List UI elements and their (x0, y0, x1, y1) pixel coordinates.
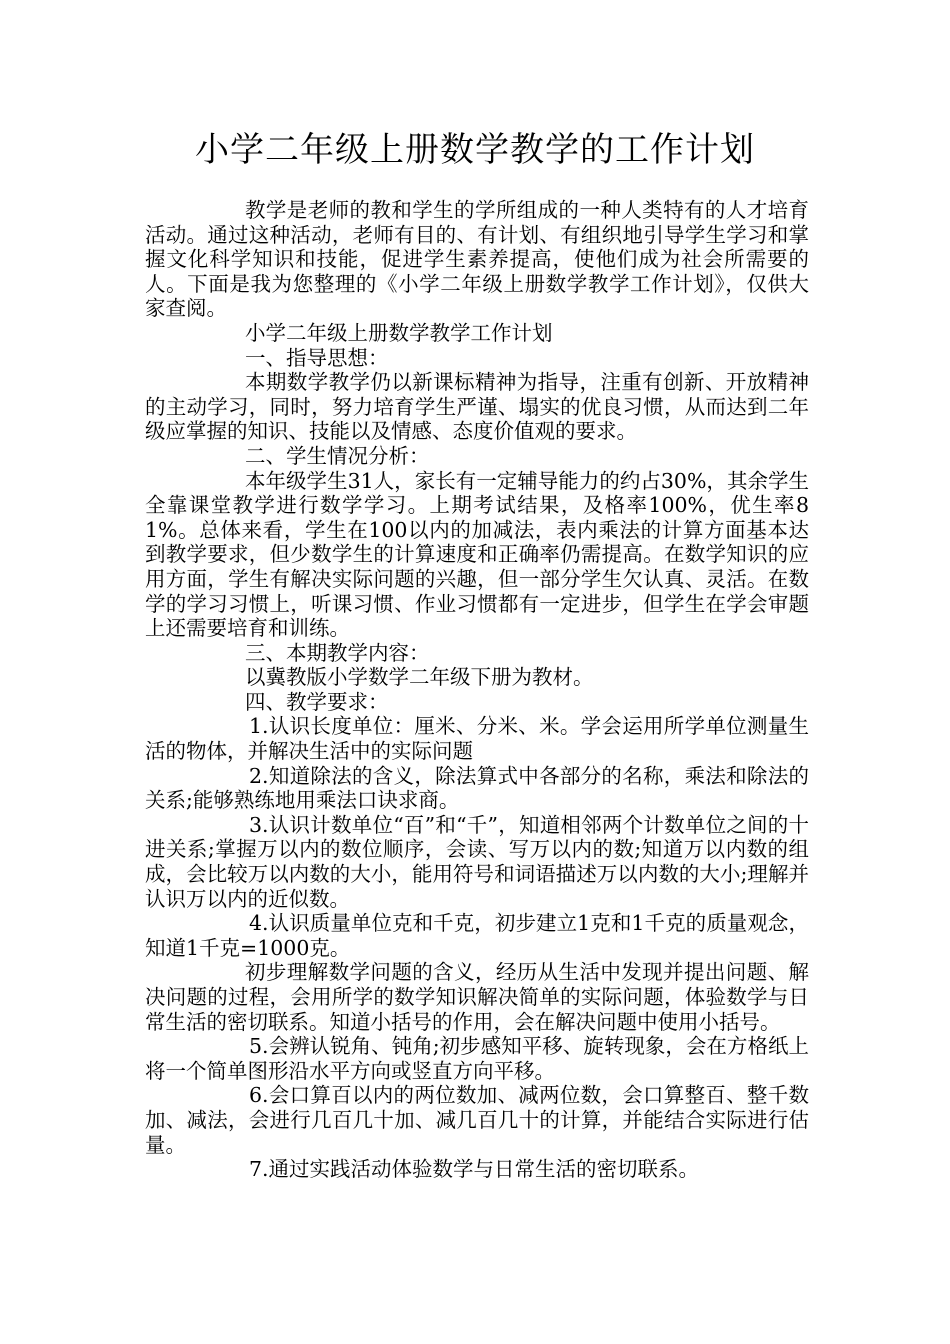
section-heading-student-analysis: 二、学生情况分析： (245, 443, 430, 468)
requirement-item: 1.认识长度单位：厘米、分米、米。学会运用所学单位测量生活的物体，并解决生活中的实际问题 (145, 714, 809, 764)
teaching-content-paragraph: 以冀教版小学数学二年级下册为教材。 (245, 665, 594, 690)
section-heading-teaching-content: 三、本期教学内容： (245, 640, 430, 665)
requirement-item: 2.知道除法的含义，除法算式中各部分的名称，乘法和除法的关系;能够熟练地用乘法口诀求商。 (145, 763, 809, 813)
document-body (145, 198, 809, 1182)
requirement-paragraph: 初步理解数学问题的含义，经历从生活中发现并提出问题、解决问题的过程，会用所学的数学知识解决简单的实际问题，体验数学与日常生活的密切联系。知道小括号的作用，会在解决问题中使用小括号。 (145, 960, 809, 1034)
subtitle-paragraph: 小学二年级上册数学教学工作计划 (245, 320, 553, 345)
requirement-item: 4.认识质量单位克和千克，初步建立1克和1千克的质量观念，知道1千克=1000克。 (145, 911, 809, 960)
section-heading-guiding-ideology: 一、指导思想： (245, 345, 389, 370)
document-title: 小学二年级上册数学教学的工作计划 (195, 130, 755, 170)
section-heading-teaching-requirements: 四、教学要求： (245, 689, 389, 714)
intro-paragraph: 教学是老师的教和学生的学所组成的一种人类特有的人才培育活动。通过这种活动，老师有目的、有计划、有组织地引导学生学习和掌握文化科学知识和技能，促进学生素养提高，使他们成为社会所需要的人。下面是我为您整理的《小学二年级上册数学教学工作计划》，仅供大家查阅。 (145, 198, 809, 321)
student-analysis-paragraph: 本年级学生31人，家长有一定辅导能力的约占30%，其余学生全靠课堂教学进行数学学习。上期考试结果，及格率100%，优生率81%。总体来看，学生在100以内的加减法，表内乘法的计算方面基本达到教学要求，但少数学生的计算速度和正确率仍需提高。在数学知识的应用方面，学生有解决实际问题的兴趣，但一部分学生欠认真、灵活。在数学的学习习惯上，听课习惯、作业习惯都有一定进步，但学生在学会审题上还需要培育和训练。 (145, 468, 809, 641)
requirement-item: 3.认识计数单位“百”和“千”，知道相邻两个计数单位之间的十进关系;掌握万以内的数位顺序，会读、写万以内的数;知道万以内数的组成，会比较万以内数的大小，能用符号和词语描述万以内数的大小;理解并认识万以内的近似数。 (145, 812, 809, 911)
guiding-ideology-paragraph: 本期数学教学仍以新课标精神为指导，注重有创新、开放精神的主动学习，同时，努力培育学生严谨、塌实的优良习惯，从而达到二年级应掌握的知识、技能以及情感、态度价值观的要求。 (145, 370, 809, 444)
requirement-item: 5.会辨认锐角、钝角;初步感知平移、旋转现象，会在方格纸上将一个简单图形沿水平方向或竖直方向平移。 (145, 1034, 809, 1083)
requirement-item: 7.通过实践活动体验数学与日常生活的密切联系。 (249, 1157, 700, 1182)
requirement-item: 6.会口算百以内的两位数加、减两位数，会口算整百、整千数加、减法，会进行几百几十加、减几百几十的计算，并能结合实际进行估量。 (145, 1083, 809, 1157)
